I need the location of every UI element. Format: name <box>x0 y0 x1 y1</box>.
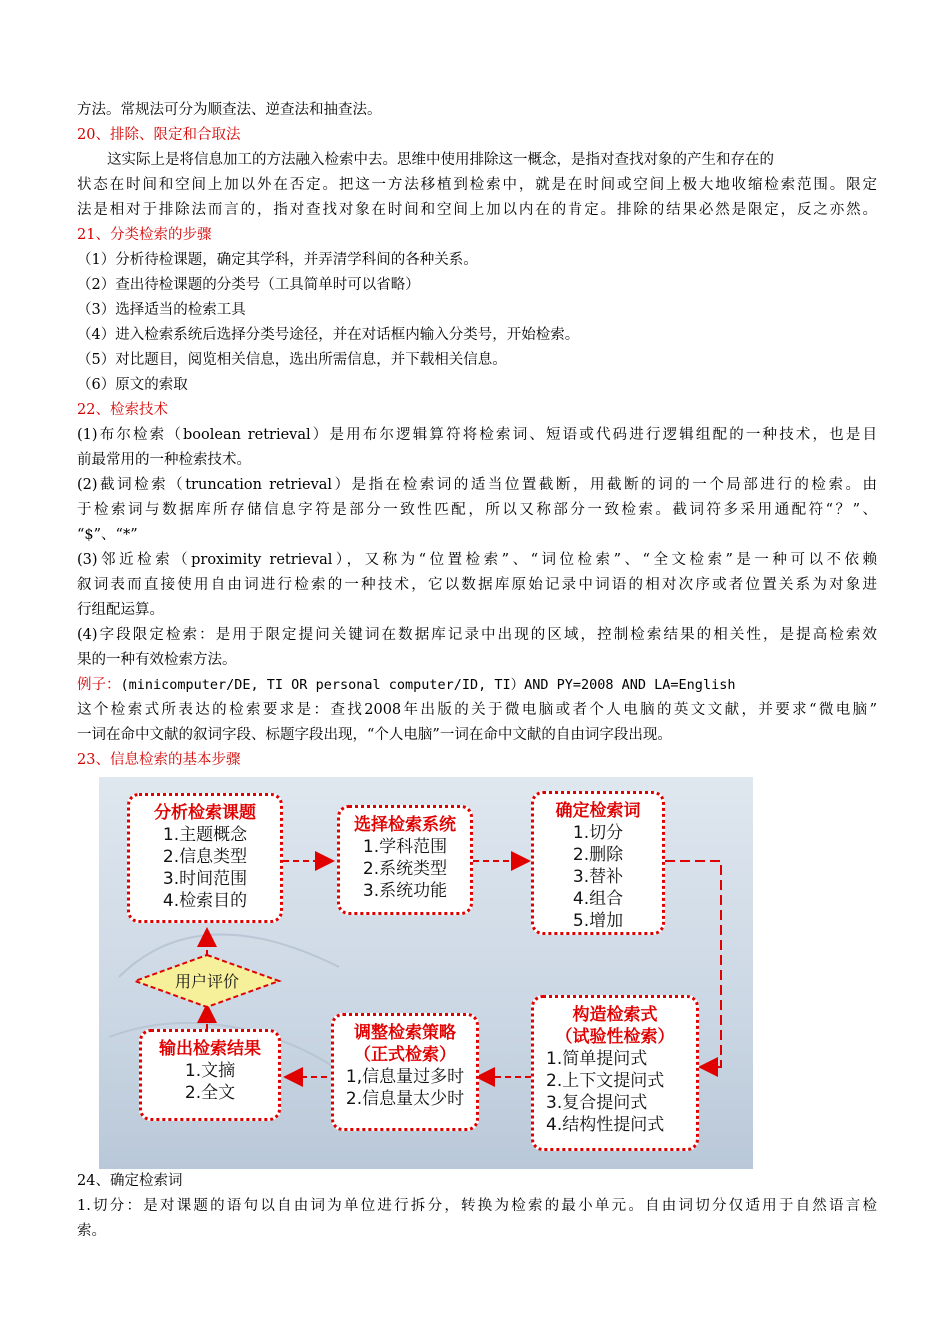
box-item: 1.文摘 <box>184 1061 236 1081</box>
paragraph-line: 1.切分：是对课题的语句以自由词为单位进行拆分，转换为检索的最小单元。自由词切分仅适用于自然语言检 <box>77 1198 877 1214</box>
paragraph-line: 索。 <box>77 1223 106 1239</box>
box-item: 5.增加 <box>572 911 624 931</box>
paragraph-line: 行组配运算。 <box>77 602 164 618</box>
heading-21: 21、分类检索的步骤 <box>77 227 212 243</box>
paragraph-line: (3)邻近检索（proximity retrieval），又称为“位置检索”、“词位检索”、“全文检索”是一种可以不依赖 <box>77 552 877 568</box>
box-item: 1.主题概念 <box>162 825 248 845</box>
box-item: 2.上下文提问式 <box>546 1071 665 1091</box>
heading-24: 24、确定检索词 <box>77 1173 183 1189</box>
paragraph-line: (1)布尔检索（boolean retrieval）是用布尔逻辑算符将检索词、短语或代码进行逻辑组配的一种技术，也是目 <box>77 427 877 443</box>
box-title: 调整检索策略 <box>354 1023 456 1043</box>
step-select-system-box <box>337 805 473 915</box>
retrieval-steps-diagram <box>99 777 753 1169</box>
example-query: (minicomputer/DE, TI OR personal computer/ID, TI）AND PY=2008 AND LA=English <box>120 677 736 693</box>
step-item: （3）选择适当的检索工具 <box>77 302 246 318</box>
box-item: 3.时间范围 <box>162 869 248 889</box>
step-output-box <box>139 1029 281 1121</box>
box-item: 2.信息类型 <box>162 847 248 867</box>
paragraph-line: “$”、“*” <box>77 527 138 543</box>
text-line: 方法。常规法可分为顺查法、逆查法和抽查法。 <box>77 102 382 118</box>
box-item: 3.替补 <box>572 867 624 887</box>
box-item: 1,信息量过多时 <box>345 1067 465 1087</box>
step-item: （2）查出待检课题的分类号（工具简单时可以省略） <box>77 277 420 293</box>
box-item: 2.删除 <box>572 845 624 865</box>
step-item: （5）对比题目，阅览相关信息，选出所需信息，并下载相关信息。 <box>77 352 507 368</box>
paragraph-line: 前最常用的一种检索技术。 <box>77 452 251 468</box>
box-item: 2.信息量太少时 <box>345 1089 465 1109</box>
paragraph-line: 叙词表而直接使用自由词进行检索的一种技术，它以数据库原始记录中词语的相对次序或者位置关系为对象进 <box>77 577 877 593</box>
box-item: 4.检索目的 <box>162 891 248 911</box>
paragraph-line: 这实际上是将信息加工的方法融入检索中去。思维中使用排除这一概念，是指对查找对象的产生和存在的 <box>107 152 774 168</box>
box-item: 3.复合提问式 <box>546 1093 648 1113</box>
paragraph-line: 于检索词与数据库所存储信息字符是部分一致性匹配，所以又称部分一致检索。截词符多采用通配符“？”、 <box>77 502 877 518</box>
box-item: 4.结构性提问式 <box>546 1115 665 1135</box>
box-item: 2.全文 <box>184 1083 236 1103</box>
paragraph-line: (2)截词检索（truncation retrieval）是指在检索词的适当位置截断，用截断的词的一个局部进行的检索。由 <box>77 477 877 493</box>
step-item: （6）原文的索取 <box>77 377 188 393</box>
step-adjust-strategy-box <box>331 1013 479 1131</box>
paragraph-line: 这个检索式所表达的检索要求是：查找2008年出版的关于微电脑或者个人电脑的英文文献，并要求“微电脑” <box>77 702 877 718</box>
paragraph-line: 法是相对于排除法而言的，指对查找对象在时间和空间上加以内在的肯定。排除的结果必然是限定，反之亦然。 <box>77 202 877 218</box>
box-title: 构造检索式 <box>572 1005 658 1025</box>
box-item: 4.组合 <box>572 889 624 909</box>
step-keywords-box <box>531 791 665 935</box>
paragraph-line: 果的一种有效检索方法。 <box>77 652 237 668</box>
document-page <box>77 98 877 1244</box>
box-item: 1.学科范围 <box>362 837 448 857</box>
heading-20: 20、排除、限定和合取法 <box>77 127 241 143</box>
step-item: （4）进入检索系统后选择分类号途径，并在对话框内输入分类号，开始检索。 <box>77 327 580 343</box>
box-item: 1.简单提问式 <box>546 1049 648 1069</box>
step-item: （1）分析待检课题，确定其学科，并弄清学科间的各种关系。 <box>77 252 478 268</box>
evaluation-label: 用户评价 <box>174 972 240 991</box>
box-title: 分析检索课题 <box>154 803 256 823</box>
box-item: 2.系统类型 <box>362 859 448 879</box>
paragraph-line: 状态在时间和空间上加以外在否定。把这一方法移植到检索中，就是在时间或空间上极大地收缩检索范围。限定 <box>77 177 877 193</box>
example-label: 例子： <box>77 677 121 693</box>
box-item: 3.系统功能 <box>362 881 448 901</box>
example-line <box>77 673 877 698</box>
step-construct-query-box <box>531 995 699 1151</box>
step-analyze-box <box>127 793 283 923</box>
box-title: 选择检索系统 <box>354 815 456 835</box>
box-item: 1.切分 <box>572 823 624 843</box>
box-subtitle: （正式检索） <box>354 1045 456 1065</box>
paragraph-line: (4)字段限定检索：是用于限定提问关键词在数据库记录中出现的区域，控制检索结果的相关性，是提高检索效 <box>77 627 877 643</box>
box-subtitle: （试验性检索） <box>555 1027 675 1047</box>
heading-23: 23、信息检索的基本步骤 <box>77 752 241 768</box>
heading-22: 22、检索技术 <box>77 402 168 418</box>
paragraph-line: 一词在命中文献的叙词字段、标题字段出现，“个人电脑”一词在命中文献的自由词字段出现。 <box>77 727 672 743</box>
box-title: 输出检索结果 <box>159 1039 261 1059</box>
box-title: 确定检索词 <box>555 801 641 821</box>
